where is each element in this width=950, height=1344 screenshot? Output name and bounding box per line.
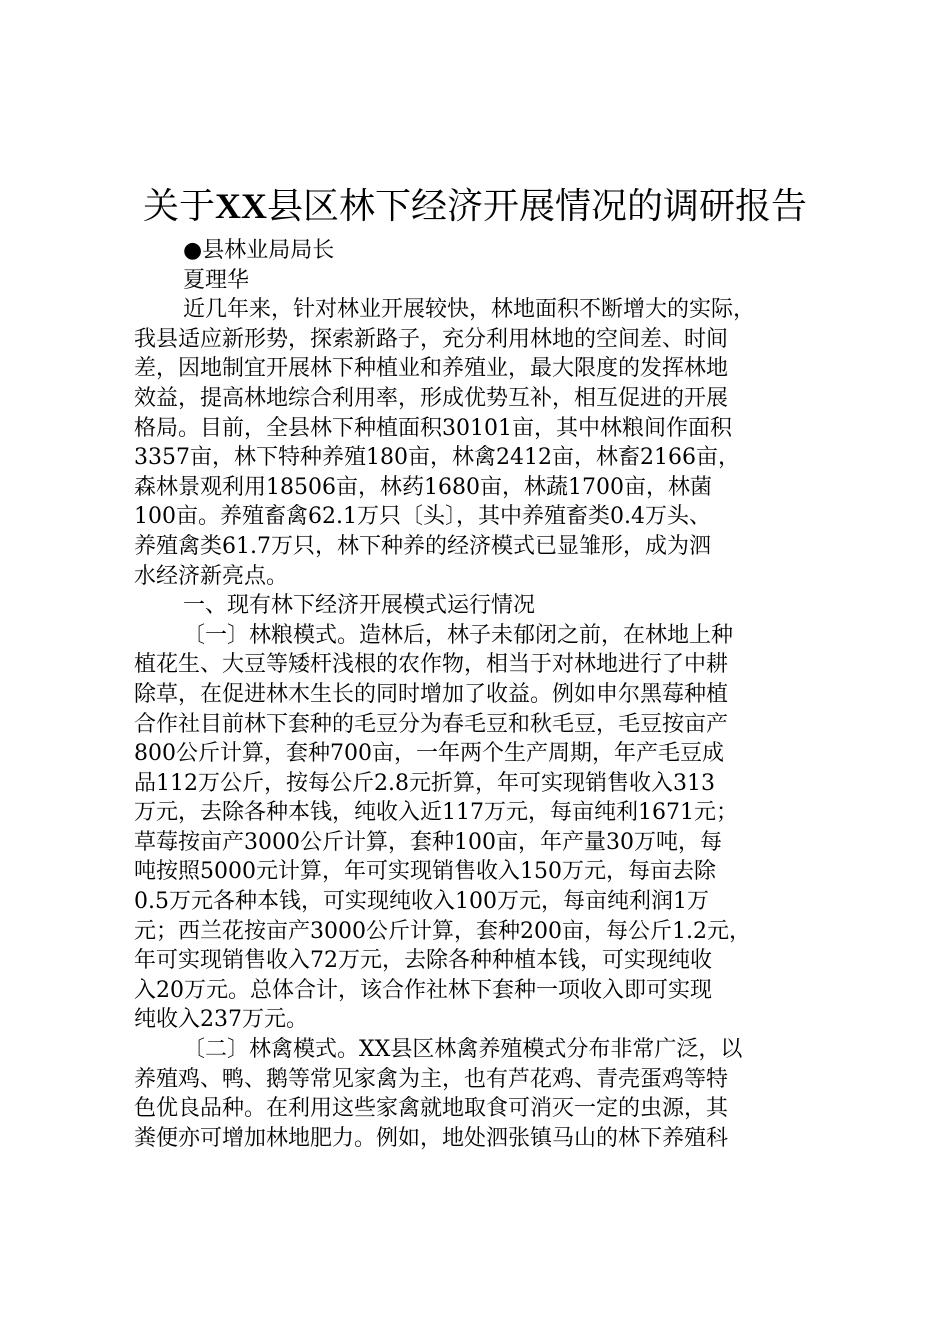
body-line: 差，因地制宜开展林下种植业和养殖业，最大限度的发挥林地 xyxy=(134,356,729,382)
body-line: 800公斤计算，套种700亩，一年两个生产周期，年产毛豆成 xyxy=(134,741,724,767)
body-line: 纯收入237万元。 xyxy=(134,1007,308,1033)
body-line: 年可实现销售收入72万元，去除各种种植本钱，可实现纯收 xyxy=(134,948,712,974)
body-line: 色优良品种。在利用这些家禽就地取食可消灭一定的虫源，其 xyxy=(134,1096,729,1122)
body-line: 3357亩，林下特种养殖180亩，林禽2412亩，林畜2166亩， xyxy=(134,445,740,471)
body-line: 元；西兰花按亩产3000公斤计算，套种200亩，每公斤1.2元， xyxy=(134,918,751,944)
body-line: 〔一〕林粮模式。造林后，林子未郁闭之前，在林地上种 xyxy=(183,622,734,648)
body-line: 除草，在促进林木生长的同时增加了收益。例如申尔黑莓种植 xyxy=(134,681,729,707)
author-name: 夏理华 xyxy=(183,267,250,293)
body-line: 养殖禽类61.7万只，林下种养的经济模式已显雏形，成为泗 xyxy=(134,533,711,559)
body-line: 一、现有林下经济开展模式运行情况 xyxy=(183,593,536,619)
body-line: 养殖鸡、鸭、鹅等常见家禽为主，也有芦花鸡、青壳蛋鸡等特 xyxy=(134,1066,729,1092)
title-suffix: 县区林下经济开展情况的调研报告 xyxy=(267,186,808,227)
body-line: 草莓按亩产3000公斤计算，套种100亩，年产量30万吨，每 xyxy=(134,829,722,855)
document-title xyxy=(0,182,950,231)
body-line: 格局。目前，全县林下种植面积30101亩，其中林粮间作面积 xyxy=(134,415,732,441)
body-line: 植花生、大豆等矮杆浅根的农作物，相当于对林地进行了中耕 xyxy=(134,652,729,678)
body-line: 粪便亦可增加林地肥力。例如，地处泗张镇马山的林下养殖科 xyxy=(134,1125,729,1151)
body-line: 〔二〕林禽模式。XX县区林禽养殖模式分布非常广泛，以 xyxy=(183,1037,743,1063)
body-line: 100亩。养殖畜禽62.1万只〔头〕，其中养殖畜类0.4万头、 xyxy=(134,504,711,530)
body-line: 我县适应新形势，探索新路子，充分利用林地的空间差、时间 xyxy=(134,326,729,352)
body-line: 0.5万元各种本钱，可实现纯收入100万元，每亩纯利润1万 xyxy=(134,889,709,915)
author-unit: ●县林业局局长 xyxy=(183,238,335,263)
body-line: 近几年来，针对林业开展较快，林地面积不断增大的实际， xyxy=(183,297,756,323)
title-prefix: 关于 xyxy=(142,186,215,227)
title-bold-xx: XX xyxy=(215,186,267,226)
body-line: 入20万元。总体合计，该合作社林下套种一项收入即可实现 xyxy=(134,977,712,1003)
body-line: 水经济新亮点。 xyxy=(134,563,289,589)
body-line: 吨按照5000元计算，年可实现销售收入150万元，每亩去除 xyxy=(134,859,716,885)
body-line: 效益，提高林地综合利用率，形成优势互补，相互促进的开展 xyxy=(134,385,729,411)
body-line: 合作社目前林下套种的毛豆分为春毛豆和秋毛豆，毛豆按亩产 xyxy=(134,711,729,737)
body-line: 森林景观利用18506亩，林药1680亩，林蔬1700亩，林菌 xyxy=(134,474,712,500)
document-body xyxy=(134,236,834,1153)
body-line: 万元，去除各种本钱，纯收入近117万元，每亩纯利1671元； xyxy=(134,800,738,826)
body-line: 品112万公斤，按每公斤2.8元折算，年可实现销售收入313 xyxy=(134,770,715,796)
